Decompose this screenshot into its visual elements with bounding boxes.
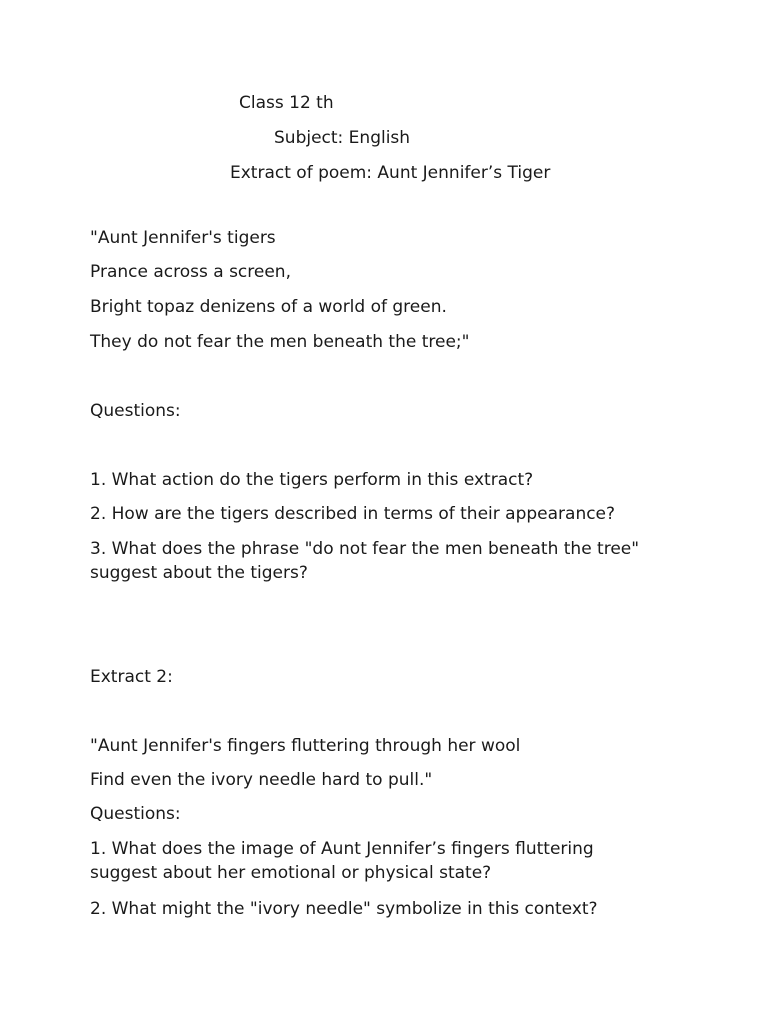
extract2-heading: Extract 2: [90, 667, 173, 687]
question-item: 1. What does the image of Aunt Jennifer’s fingers fluttering suggest about her emotional or physical state? [90, 839, 594, 883]
question-item: 3. What does the phrase "do not fear the men beneath the tree" suggest about the tigers? [90, 539, 640, 583]
questions-heading: Questions: [90, 401, 181, 421]
questions-heading: Questions: [90, 804, 181, 824]
extract-title: Extract of poem: Aunt Jennifer’s Tiger [230, 163, 551, 183]
subject-line: Subject: English [274, 128, 411, 148]
poem-line: Bright topaz denizens of a world of green. [90, 297, 447, 317]
class-line: Class 12 th [239, 93, 334, 113]
poem-line: Prance across a screen, [90, 262, 291, 282]
poem-line: Find even the ivory needle hard to pull." [90, 770, 433, 790]
poem-line: "Aunt Jennifer's fingers fluttering through her wool [90, 736, 521, 756]
question-item: 2. How are the tigers described in terms of their appearance? [90, 504, 616, 524]
question-item: 2. What might the "ivory needle" symbolize in this context? [90, 899, 598, 919]
question-item: 1. What action do the tigers perform in this extract? [90, 470, 534, 490]
poem-line: They do not fear the men beneath the tree;" [90, 332, 470, 352]
poem-line: "Aunt Jennifer's tigers [90, 228, 276, 248]
